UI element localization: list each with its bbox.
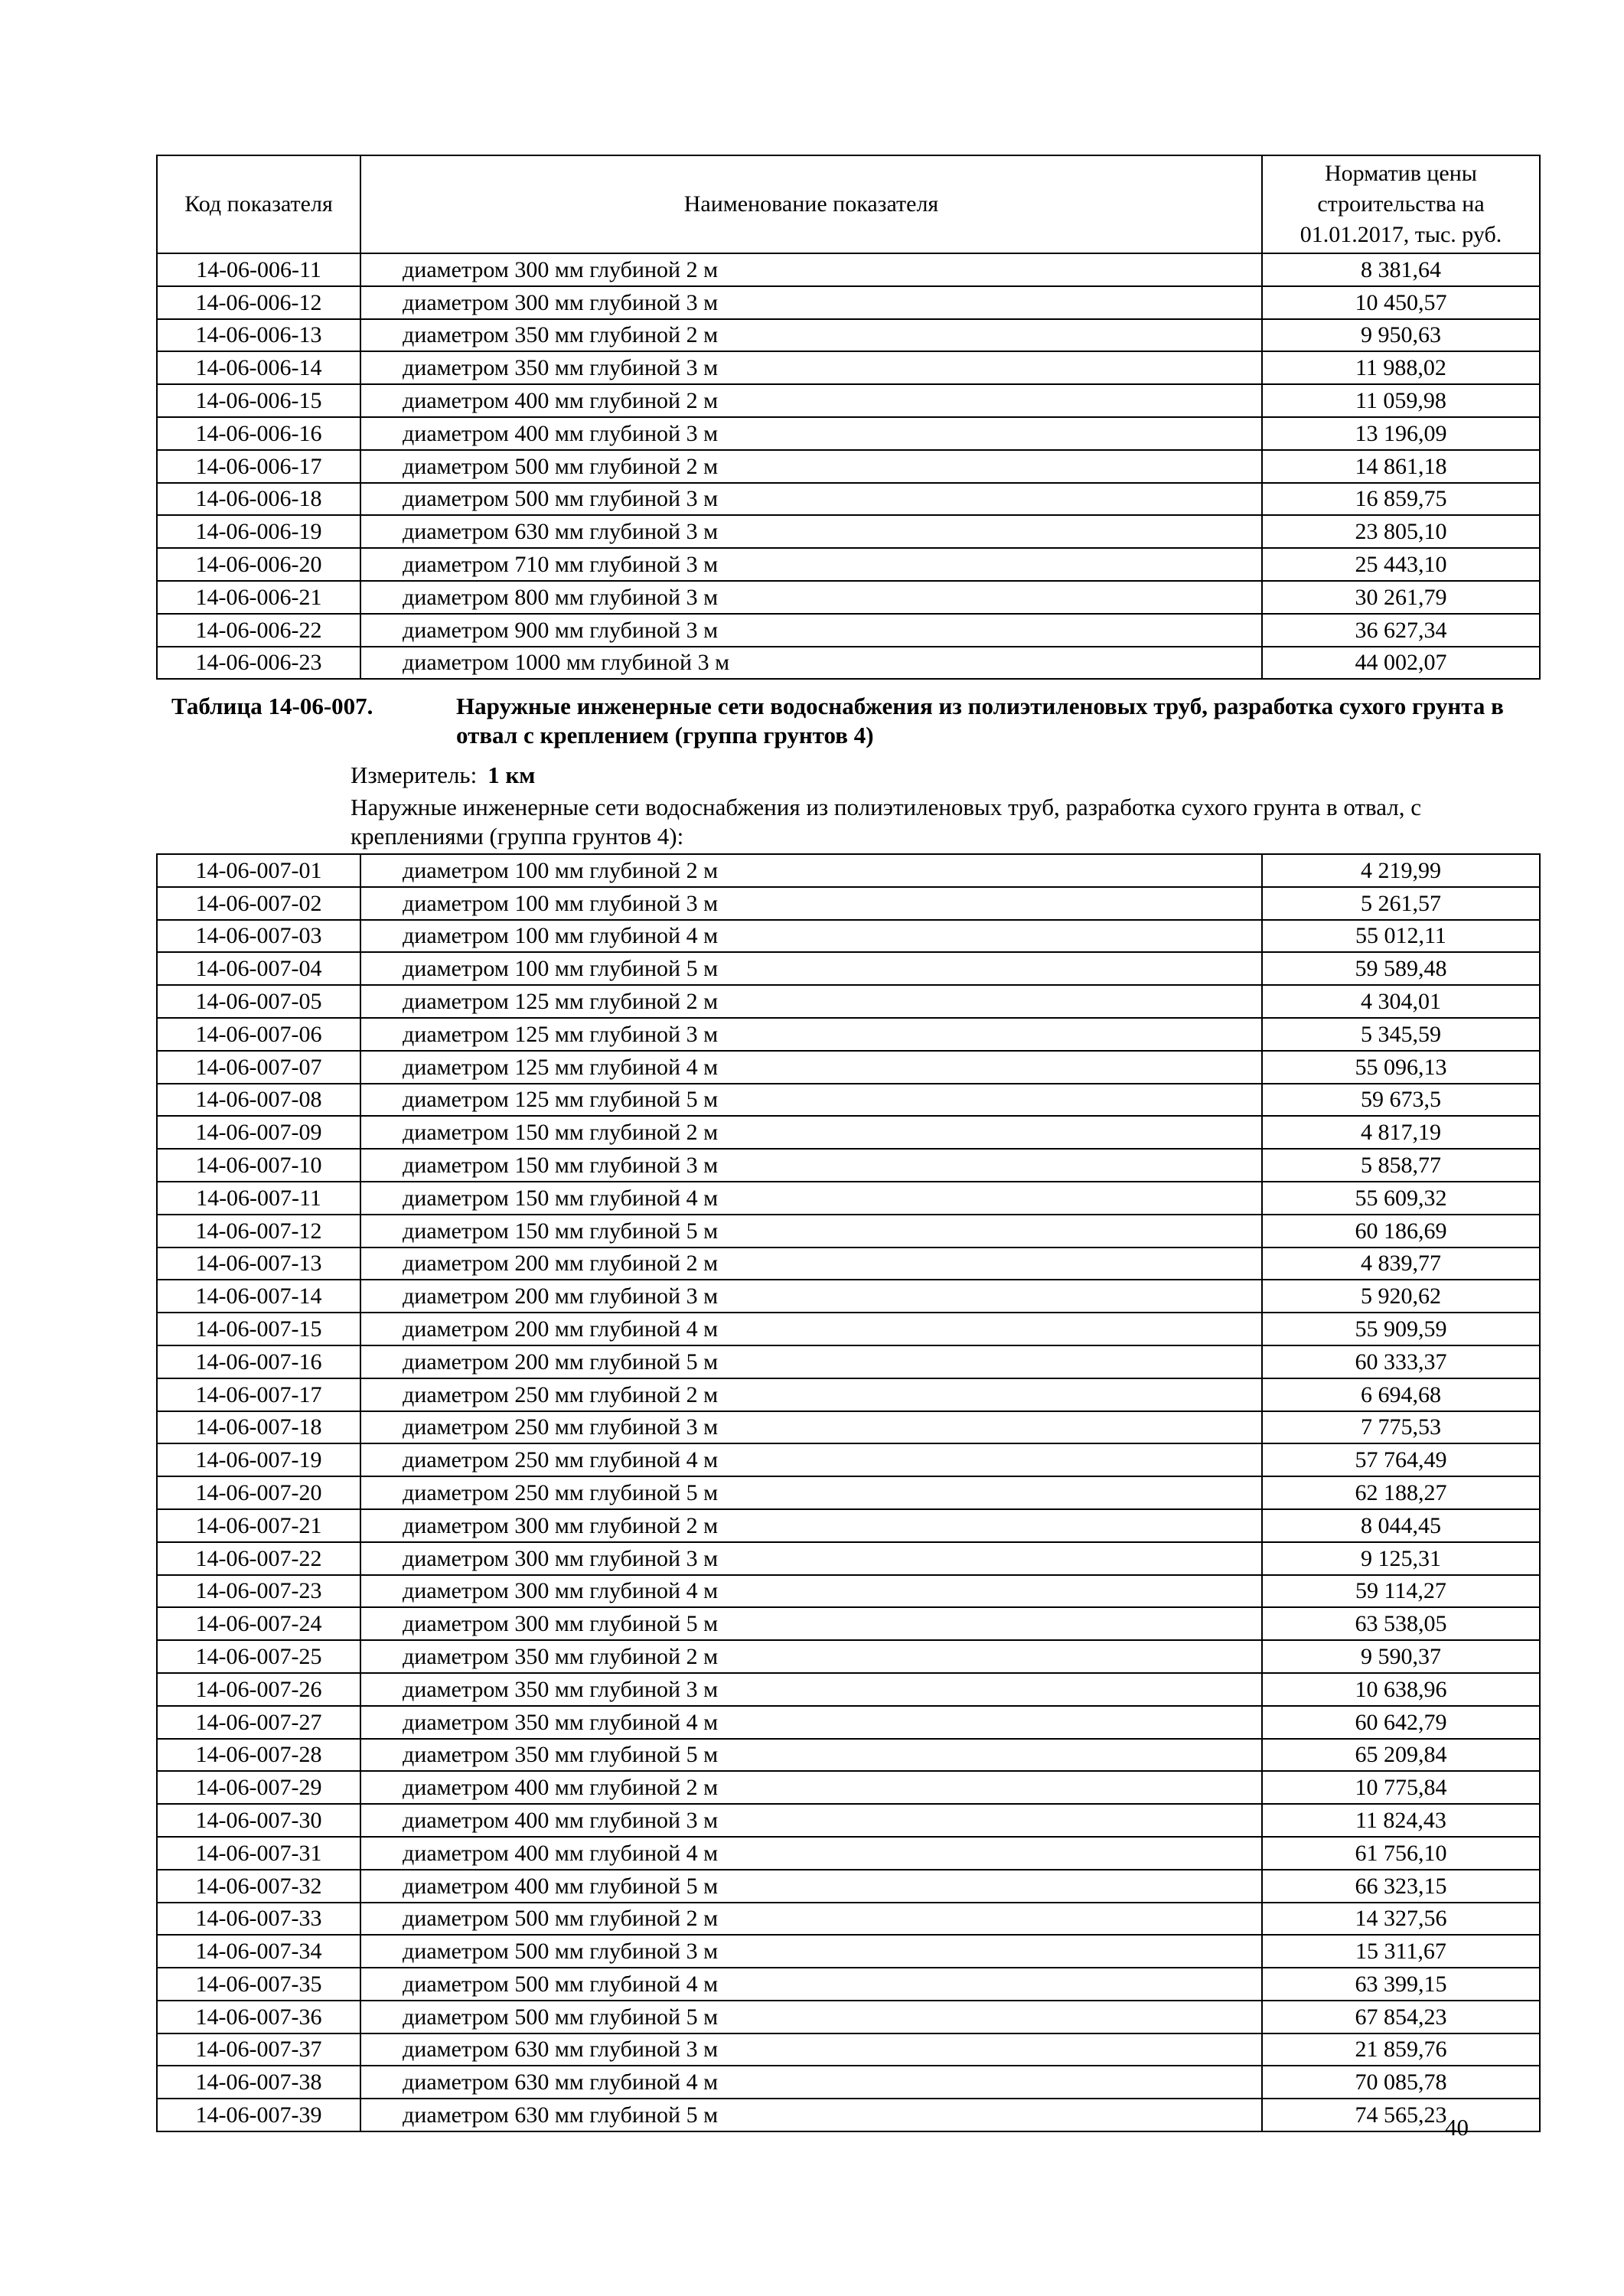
code-cell: 14-06-006-12 bbox=[157, 286, 360, 319]
table-row bbox=[157, 1476, 1540, 1509]
code-cell: 14-06-007-27 bbox=[157, 1706, 360, 1739]
table-row bbox=[157, 384, 1540, 417]
code-cell: 14-06-006-20 bbox=[157, 548, 360, 581]
code-cell: 14-06-006-19 bbox=[157, 515, 360, 548]
table-row bbox=[157, 1215, 1540, 1247]
table-row bbox=[157, 548, 1540, 581]
table-row bbox=[157, 1149, 1540, 1182]
table-row bbox=[157, 1837, 1540, 1870]
table-number: Таблица 14-06-007. bbox=[171, 693, 373, 719]
code-cell: 14-06-007-39 bbox=[157, 2099, 360, 2131]
price-cell: 67 854,23 bbox=[1262, 2001, 1540, 2033]
code-cell: 14-06-006-17 bbox=[157, 450, 360, 483]
name-cell: диаметром 400 мм глубиной 2 м bbox=[360, 1771, 1262, 1804]
table-row bbox=[157, 887, 1540, 920]
price-cell: 11 059,98 bbox=[1262, 384, 1540, 417]
name-cell: диаметром 300 мм глубиной 3 м bbox=[360, 1542, 1262, 1575]
price-cell: 9 950,63 bbox=[1262, 319, 1540, 352]
table-row bbox=[157, 1084, 1540, 1117]
price-cell: 14 861,18 bbox=[1262, 450, 1540, 483]
code-cell: 14-06-007-32 bbox=[157, 1870, 360, 1903]
name-cell: диаметром 300 мм глубиной 3 м bbox=[360, 286, 1262, 319]
code-cell: 14-06-007-10 bbox=[157, 1149, 360, 1182]
name-cell: диаметром 900 мм глубиной 3 м bbox=[360, 614, 1262, 647]
table-row bbox=[157, 1771, 1540, 1804]
code-cell: 14-06-007-34 bbox=[157, 1935, 360, 1968]
table-row bbox=[157, 1280, 1540, 1313]
name-cell: диаметром 250 мм глубиной 4 м bbox=[360, 1443, 1262, 1476]
name-cell: диаметром 100 мм глубиной 3 м bbox=[360, 887, 1262, 920]
price-cell: 4 219,99 bbox=[1262, 854, 1540, 887]
price-cell: 23 805,10 bbox=[1262, 515, 1540, 548]
code-cell: 14-06-007-05 bbox=[157, 985, 360, 1018]
unit-of-measure bbox=[351, 761, 535, 790]
code-cell: 14-06-007-03 bbox=[157, 920, 360, 953]
code-cell: 14-06-007-21 bbox=[157, 1509, 360, 1542]
name-cell: диаметром 200 мм глубиной 5 м bbox=[360, 1345, 1262, 1378]
name-cell: диаметром 800 мм глубиной 3 м bbox=[360, 581, 1262, 614]
code-cell: 14-06-006-21 bbox=[157, 581, 360, 614]
price-cell: 10 638,96 bbox=[1262, 1673, 1540, 1706]
name-cell: диаметром 350 мм глубиной 4 м bbox=[360, 1706, 1262, 1739]
name-cell: диаметром 400 мм глубиной 5 м bbox=[360, 1870, 1262, 1903]
name-cell: диаметром 300 мм глубиной 4 м bbox=[360, 1575, 1262, 1608]
code-cell: 14-06-007-12 bbox=[157, 1215, 360, 1247]
table-row bbox=[157, 1247, 1540, 1280]
code-cell: 14-06-007-37 bbox=[157, 2033, 360, 2066]
price-table-14-06-007 bbox=[156, 853, 1541, 2132]
table-row bbox=[157, 417, 1540, 450]
table-row bbox=[157, 2066, 1540, 2099]
table-row bbox=[157, 1673, 1540, 1706]
code-cell: 14-06-007-35 bbox=[157, 1968, 360, 2001]
code-cell: 14-06-007-24 bbox=[157, 1607, 360, 1640]
table-row bbox=[157, 854, 1540, 887]
code-cell: 14-06-007-25 bbox=[157, 1640, 360, 1673]
name-cell: диаметром 150 мм глубиной 4 м bbox=[360, 1182, 1262, 1215]
name-cell: диаметром 500 мм глубиной 3 м bbox=[360, 483, 1262, 516]
price-cell: 55 012,11 bbox=[1262, 920, 1540, 953]
price-table-14-06-006 bbox=[156, 155, 1541, 680]
code-cell: 14-06-007-22 bbox=[157, 1542, 360, 1575]
price-cell: 61 756,10 bbox=[1262, 1837, 1540, 1870]
table-row bbox=[157, 253, 1540, 286]
table-row bbox=[157, 1313, 1540, 1345]
name-cell: диаметром 630 мм глубиной 5 м bbox=[360, 2099, 1262, 2131]
table-row bbox=[157, 2001, 1540, 2033]
name-cell: диаметром 350 мм глубиной 2 м bbox=[360, 319, 1262, 352]
name-cell: диаметром 630 мм глубиной 3 м bbox=[360, 515, 1262, 548]
section-description: Наружные инженерные сети водоснабжения из полиэтиленовых труб, разработка сухого грунта в отвал, с креплениями (группа грунтов 4): bbox=[351, 794, 1421, 850]
name-cell: диаметром 100 мм глубиной 5 м bbox=[360, 952, 1262, 985]
code-cell: 14-06-006-13 bbox=[157, 319, 360, 352]
code-cell: 14-06-007-23 bbox=[157, 1575, 360, 1608]
price-cell: 65 209,84 bbox=[1262, 1739, 1540, 1772]
price-cell: 63 399,15 bbox=[1262, 1968, 1540, 2001]
name-cell: диаметром 500 мм глубиной 2 м bbox=[360, 1903, 1262, 1936]
table-row bbox=[157, 1870, 1540, 1903]
table-row bbox=[157, 319, 1540, 352]
code-cell: 14-06-007-04 bbox=[157, 952, 360, 985]
header-price: Норматив цены строительства на 01.01.2017, тыс. руб. bbox=[1262, 155, 1540, 253]
price-cell: 14 327,56 bbox=[1262, 1903, 1540, 1936]
table-row bbox=[157, 1509, 1540, 1542]
name-cell: диаметром 630 мм глубиной 3 м bbox=[360, 2033, 1262, 2066]
price-cell: 25 443,10 bbox=[1262, 548, 1540, 581]
price-cell: 70 085,78 bbox=[1262, 2066, 1540, 2099]
code-cell: 14-06-006-22 bbox=[157, 614, 360, 647]
code-cell: 14-06-007-06 bbox=[157, 1018, 360, 1051]
table-row bbox=[157, 1411, 1540, 1444]
code-cell: 14-06-007-29 bbox=[157, 1771, 360, 1804]
code-cell: 14-06-007-20 bbox=[157, 1476, 360, 1509]
code-cell: 14-06-007-28 bbox=[157, 1739, 360, 1772]
price-cell: 59 114,27 bbox=[1262, 1575, 1540, 1608]
price-cell: 6 694,68 bbox=[1262, 1378, 1540, 1411]
code-cell: 14-06-006-15 bbox=[157, 384, 360, 417]
code-cell: 14-06-007-01 bbox=[157, 854, 360, 887]
name-cell: диаметром 125 мм глубиной 3 м bbox=[360, 1018, 1262, 1051]
table-row bbox=[157, 1804, 1540, 1837]
price-cell: 11 824,43 bbox=[1262, 1804, 1540, 1837]
code-cell: 14-06-006-14 bbox=[157, 351, 360, 384]
table-row bbox=[157, 581, 1540, 614]
code-cell: 14-06-007-38 bbox=[157, 2066, 360, 2099]
name-cell: диаметром 400 мм глубиной 3 м bbox=[360, 417, 1262, 450]
table-row bbox=[157, 483, 1540, 516]
code-cell: 14-06-007-26 bbox=[157, 1673, 360, 1706]
code-cell: 14-06-006-11 bbox=[157, 253, 360, 286]
code-cell: 14-06-007-36 bbox=[157, 2001, 360, 2033]
table-row bbox=[157, 1378, 1540, 1411]
name-cell: диаметром 350 мм глубиной 2 м bbox=[360, 1640, 1262, 1673]
price-cell: 66 323,15 bbox=[1262, 1870, 1540, 1903]
price-cell: 60 186,69 bbox=[1262, 1215, 1540, 1247]
price-cell: 74 565,23 bbox=[1262, 2099, 1540, 2131]
table-row bbox=[157, 1018, 1540, 1051]
price-cell: 16 859,75 bbox=[1262, 483, 1540, 516]
price-cell: 7 775,53 bbox=[1262, 1411, 1540, 1444]
name-cell: диаметром 150 мм глубиной 2 м bbox=[360, 1116, 1262, 1149]
price-cell: 10 775,84 bbox=[1262, 1771, 1540, 1804]
table-row bbox=[157, 1706, 1540, 1739]
table-row bbox=[157, 2033, 1540, 2066]
name-cell: диаметром 100 мм глубиной 2 м bbox=[360, 854, 1262, 887]
header-name: Наименование показателя bbox=[360, 155, 1262, 253]
price-cell: 13 196,09 bbox=[1262, 417, 1540, 450]
price-cell: 60 642,79 bbox=[1262, 1706, 1540, 1739]
name-cell: диаметром 200 мм глубиной 2 м bbox=[360, 1247, 1262, 1280]
name-cell: диаметром 300 мм глубиной 2 м bbox=[360, 1509, 1262, 1542]
price-cell: 4 817,19 bbox=[1262, 1116, 1540, 1149]
price-cell: 4 839,77 bbox=[1262, 1247, 1540, 1280]
table-row bbox=[157, 1575, 1540, 1608]
name-cell: диаметром 710 мм глубиной 3 м bbox=[360, 548, 1262, 581]
name-cell: диаметром 125 мм глубиной 4 м bbox=[360, 1051, 1262, 1084]
code-cell: 14-06-007-31 bbox=[157, 1837, 360, 1870]
code-cell: 14-06-006-23 bbox=[157, 647, 360, 680]
table-row bbox=[157, 351, 1540, 384]
code-cell: 14-06-007-17 bbox=[157, 1378, 360, 1411]
name-cell: диаметром 125 мм глубиной 5 м bbox=[360, 1084, 1262, 1117]
name-cell: диаметром 350 мм глубиной 5 м bbox=[360, 1739, 1262, 1772]
name-cell: диаметром 250 мм глубиной 2 м bbox=[360, 1378, 1262, 1411]
code-cell: 14-06-007-33 bbox=[157, 1903, 360, 1936]
header-code: Код показателя bbox=[157, 155, 360, 253]
table-row bbox=[157, 1968, 1540, 2001]
table-row bbox=[157, 1345, 1540, 1378]
price-cell: 8 044,45 bbox=[1262, 1509, 1540, 1542]
table-row bbox=[157, 985, 1540, 1018]
code-cell: 14-06-007-15 bbox=[157, 1313, 360, 1345]
name-cell: диаметром 250 мм глубиной 5 м bbox=[360, 1476, 1262, 1509]
table-row bbox=[157, 450, 1540, 483]
code-cell: 14-06-007-07 bbox=[157, 1051, 360, 1084]
table-row bbox=[157, 952, 1540, 985]
name-cell: диаметром 350 мм глубиной 3 м bbox=[360, 351, 1262, 384]
code-cell: 14-06-007-18 bbox=[157, 1411, 360, 1444]
price-cell: 15 311,67 bbox=[1262, 1935, 1540, 1968]
code-cell: 14-06-007-19 bbox=[157, 1443, 360, 1476]
table-row bbox=[157, 1739, 1540, 1772]
price-cell: 5 858,77 bbox=[1262, 1149, 1540, 1182]
price-cell: 55 096,13 bbox=[1262, 1051, 1540, 1084]
code-cell: 14-06-006-18 bbox=[157, 483, 360, 516]
name-cell: диаметром 150 мм глубиной 5 м bbox=[360, 1215, 1262, 1247]
price-cell: 9 125,31 bbox=[1262, 1542, 1540, 1575]
table-row bbox=[157, 920, 1540, 953]
name-cell: диаметром 250 мм глубиной 3 м bbox=[360, 1411, 1262, 1444]
table-title: Наружные инженерные сети водоснабжения из полиэтиленовых труб, разработка сухого грунта в отвал с креплением (группа грунтов 4) bbox=[456, 693, 1504, 748]
table-row bbox=[157, 1640, 1540, 1673]
table-row bbox=[157, 1182, 1540, 1215]
name-cell: диаметром 200 мм глубиной 3 м bbox=[360, 1280, 1262, 1313]
name-cell: диаметром 500 мм глубиной 2 м bbox=[360, 450, 1262, 483]
table-row bbox=[157, 614, 1540, 647]
price-cell: 60 333,37 bbox=[1262, 1345, 1540, 1378]
price-cell: 59 673,5 bbox=[1262, 1084, 1540, 1117]
name-cell: диаметром 300 мм глубиной 2 м bbox=[360, 253, 1262, 286]
price-cell: 36 627,34 bbox=[1262, 614, 1540, 647]
name-cell: диаметром 500 мм глубиной 3 м bbox=[360, 1935, 1262, 1968]
price-cell: 5 920,62 bbox=[1262, 1280, 1540, 1313]
name-cell: диаметром 630 мм глубиной 4 м bbox=[360, 2066, 1262, 2099]
price-cell: 21 859,76 bbox=[1262, 2033, 1540, 2066]
meter-value: 1 км bbox=[488, 762, 536, 788]
table-header-row bbox=[157, 155, 1540, 253]
price-cell: 57 764,49 bbox=[1262, 1443, 1540, 1476]
table-row bbox=[157, 1443, 1540, 1476]
table-row bbox=[157, 1935, 1540, 1968]
code-cell: 14-06-006-16 bbox=[157, 417, 360, 450]
name-cell: диаметром 400 мм глубиной 4 м bbox=[360, 1837, 1262, 1870]
table-row bbox=[157, 1051, 1540, 1084]
name-cell: диаметром 400 мм глубиной 2 м bbox=[360, 384, 1262, 417]
price-cell: 5 261,57 bbox=[1262, 887, 1540, 920]
name-cell: диаметром 350 мм глубиной 3 м bbox=[360, 1673, 1262, 1706]
table-row bbox=[157, 647, 1540, 680]
name-cell: диаметром 125 мм глубиной 2 м bbox=[360, 985, 1262, 1018]
name-cell: диаметром 150 мм глубиной 3 м bbox=[360, 1149, 1262, 1182]
code-cell: 14-06-007-02 bbox=[157, 887, 360, 920]
price-cell: 63 538,05 bbox=[1262, 1607, 1540, 1640]
table-row bbox=[157, 1903, 1540, 1936]
price-cell: 59 589,48 bbox=[1262, 952, 1540, 985]
page-number: 40 bbox=[1445, 2114, 1469, 2141]
meter-label: Измеритель: bbox=[351, 762, 478, 788]
price-cell: 10 450,57 bbox=[1262, 286, 1540, 319]
name-cell: диаметром 200 мм глубиной 4 м bbox=[360, 1313, 1262, 1345]
name-cell: диаметром 500 мм глубиной 5 м bbox=[360, 2001, 1262, 2033]
price-cell: 4 304,01 bbox=[1262, 985, 1540, 1018]
code-cell: 14-06-007-14 bbox=[157, 1280, 360, 1313]
name-cell: диаметром 500 мм глубиной 4 м bbox=[360, 1968, 1262, 2001]
code-cell: 14-06-007-08 bbox=[157, 1084, 360, 1117]
price-cell: 9 590,37 bbox=[1262, 1640, 1540, 1673]
table-row bbox=[157, 1542, 1540, 1575]
table-row bbox=[157, 1116, 1540, 1149]
code-cell: 14-06-007-11 bbox=[157, 1182, 360, 1215]
price-cell: 44 002,07 bbox=[1262, 647, 1540, 680]
table-row bbox=[157, 286, 1540, 319]
price-cell: 8 381,64 bbox=[1262, 253, 1540, 286]
price-cell: 30 261,79 bbox=[1262, 581, 1540, 614]
code-cell: 14-06-007-13 bbox=[157, 1247, 360, 1280]
name-cell: диаметром 100 мм глубиной 4 м bbox=[360, 920, 1262, 953]
price-cell: 55 609,32 bbox=[1262, 1182, 1540, 1215]
name-cell: диаметром 300 мм глубиной 5 м bbox=[360, 1607, 1262, 1640]
table-row bbox=[157, 1607, 1540, 1640]
code-cell: 14-06-007-30 bbox=[157, 1804, 360, 1837]
code-cell: 14-06-007-09 bbox=[157, 1116, 360, 1149]
table-row bbox=[157, 515, 1540, 548]
table-row bbox=[157, 2099, 1540, 2131]
price-cell: 55 909,59 bbox=[1262, 1313, 1540, 1345]
name-cell: диаметром 1000 мм глубиной 3 м bbox=[360, 647, 1262, 680]
name-cell: диаметром 400 мм глубиной 3 м bbox=[360, 1804, 1262, 1837]
price-cell: 62 188,27 bbox=[1262, 1476, 1540, 1509]
price-cell: 5 345,59 bbox=[1262, 1018, 1540, 1051]
price-cell: 11 988,02 bbox=[1262, 351, 1540, 384]
code-cell: 14-06-007-16 bbox=[157, 1345, 360, 1378]
